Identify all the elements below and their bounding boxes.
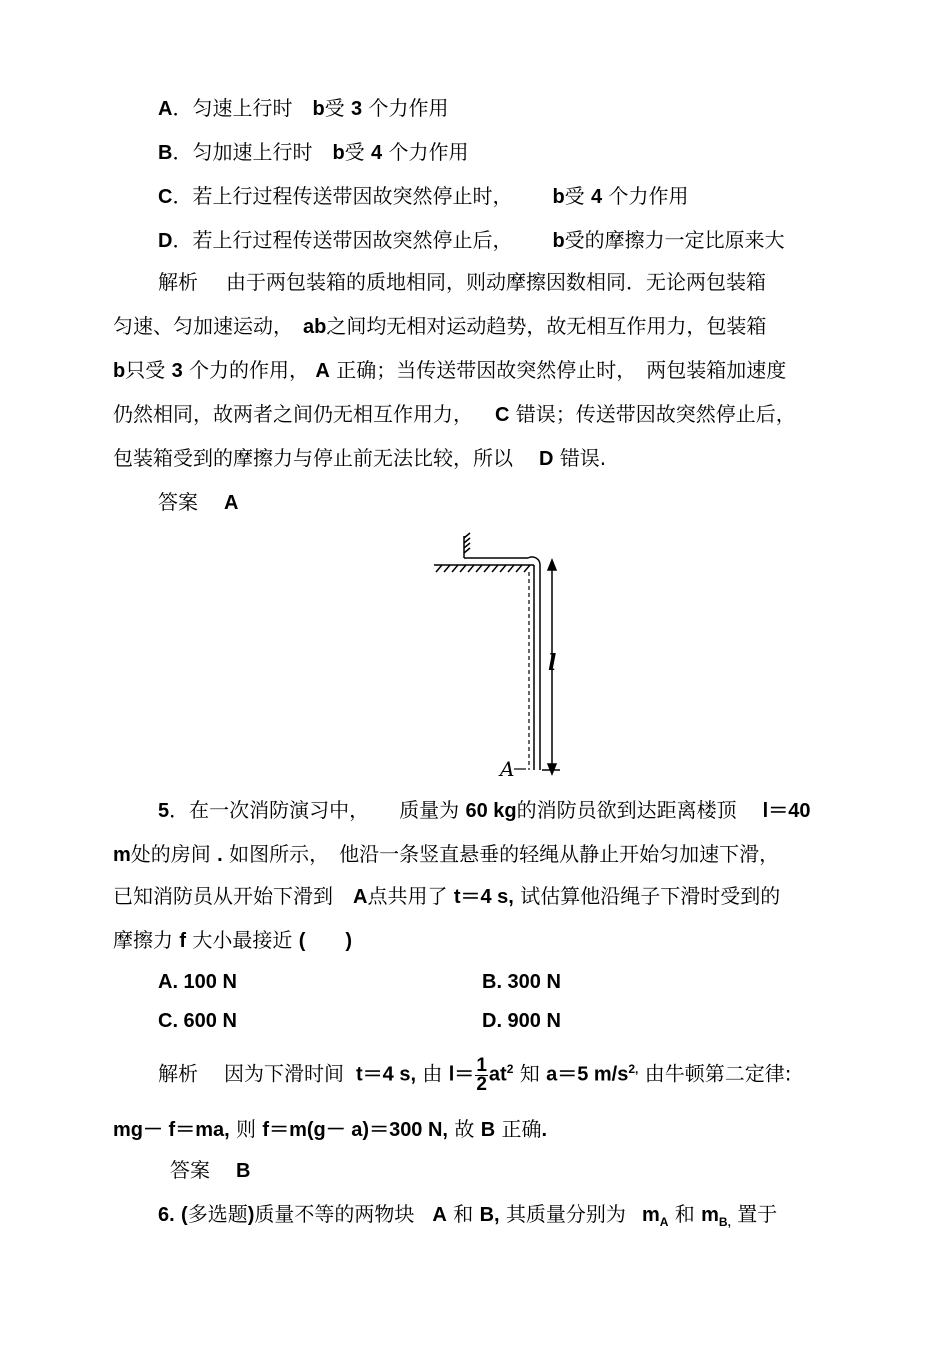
q5-line-2: m处的房间 . 如图所示， 他沿一条竖直悬垂的轻绳从静止开始匀加速下滑， [113, 842, 780, 866]
roof [434, 557, 540, 572]
q5-option-d: D. 900 N [482, 1010, 561, 1032]
q4-analysis-line-5: 包装箱受到的摩擦力与停止前无法比较，所以 D 错误. [113, 446, 607, 470]
q5-option-c: C. 600 N [158, 1010, 237, 1032]
question-number: 5 [158, 800, 170, 822]
analysis-label: 解析 [158, 270, 198, 294]
q4-analysis-line-4: 仍然相同，故两者之间仍无相互作用力， C 错误；传送带因故突然停止后， [113, 402, 796, 426]
rope [534, 565, 540, 770]
answer-value: A [224, 492, 239, 514]
q4-analysis-line-3: b只受 3 个力的作用， A 正确；当传送带因故突然停止时， 两包装箱加速度 [113, 358, 787, 382]
q5-option-a: A. 100 N [158, 971, 237, 993]
q4-option-d: D．若上行过程传送带因故突然停止后， b受的摩擦力一定比原来大 [158, 228, 785, 252]
q5-line-3: 已知消防员从开始下滑到 A点共用了 t＝4 s, 试估算他沿绳子下滑时受到的 [113, 884, 781, 908]
q4-answer [158, 490, 238, 515]
answer-label: 答案 [170, 1158, 210, 1182]
q5-line-1: 5．在一次消防演习中， 质量为 60 kg的消防员欲到达距离楼顶 l＝40 [158, 798, 811, 822]
q5-answer [170, 1158, 250, 1183]
answer-value: B [236, 1160, 251, 1182]
wall-hatch [464, 533, 470, 558]
analysis-label: 解析 [158, 1061, 198, 1086]
q6-line-1: 6. (多选题)质量不等的两物块 A 和 B, 其质量分别为 $m_A$ 和 $m_{B,}$ 置于 [158, 1202, 778, 1229]
q5-analysis-line-1: 解析 因为下滑时间 t＝4 s, 由 l＝ $\frac{1}{2}$ $at^2$ 知 a＝5 $m/s^{2,}$ 由牛顿第二定律: [158, 1054, 792, 1095]
answer-label: 答案 [158, 490, 198, 514]
fraction-one-half: $\frac{1}{2}$ [476, 1054, 487, 1095]
q5-option-b: B. 300 N [482, 971, 561, 993]
q4-option-c: C．若上行过程传送带因故突然停止时， b受 4 个力作用 [158, 184, 689, 208]
length-label: l [548, 650, 557, 676]
point-a-label: A [500, 757, 515, 780]
q4-option-b: B．匀加速上行时 b受 4 个力作用 [158, 140, 469, 164]
rope-figure [430, 530, 580, 780]
q4-analysis-line-2: 匀速、匀加速运动， ab之间均无相对运动趋势，故无相互作用力，包装箱 [113, 314, 767, 338]
q4-option-a: A．匀速上行时 b受 3 个力作用 [158, 96, 449, 120]
q5-line-4: 摩擦力 f 大小最接近 ( ) [113, 928, 353, 952]
q4-analysis-line-1: 解析 由于两包装箱的质地相同，则动摩擦因数相同．无论两包装箱 [158, 270, 766, 294]
q5-analysis-line-2: mg－ f＝ma, 则 f＝m(g－ a)＝300 N, 故 B 正确. [113, 1117, 548, 1141]
question-number: 6. [158, 1204, 175, 1226]
